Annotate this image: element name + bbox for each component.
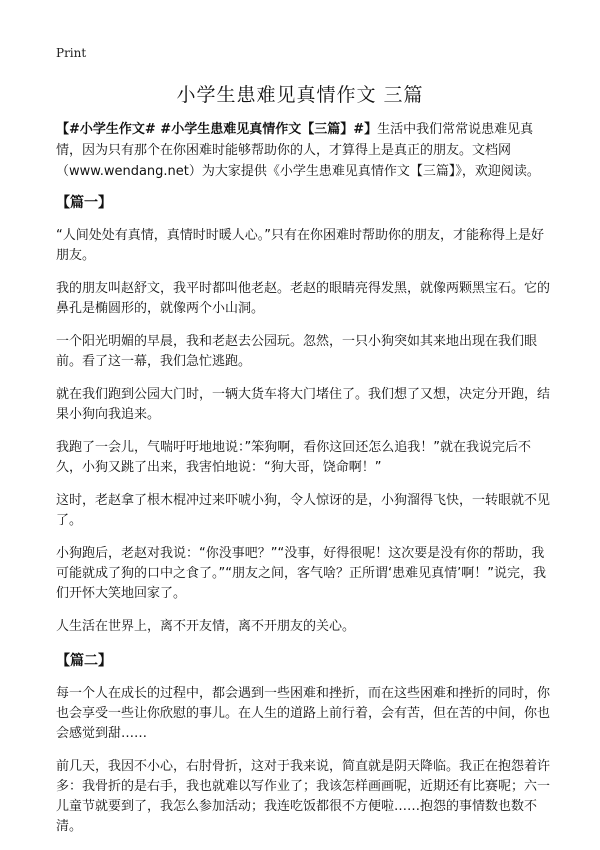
article-body: [56, 119, 556, 850]
paragraph: 就在我们跑到公园大门时，一辆大货车将大门堵住了。我们想了又想，决定分开跑，结果小狗向我追来。: [56, 387, 551, 422]
paragraph: 我的朋友叫赵舒文，我平时都叫他老赵。老赵的眼睛亮得发黑，就像两颗黑宝石。它的鼻孔是椭圆形的，就像两个小山洞。: [56, 281, 551, 316]
paragraph: 我跑了一会儿，气喘吁吁地地说：”笨狗啊，看你这回还怎么追我！”就在我说完后不久，小狗又跳了出来，我害怕地说：“狗大哥，饶命啊！”: [56, 440, 531, 475]
page-title: 小学生患难见真情作文 三篇: [176, 84, 424, 106]
intro-tag: 【#小学生作文# #小学生患难见真情作文【三篇】#】: [56, 122, 378, 137]
paragraph: 一个阳光明媚的早晨，我和老赵去公园玩。忽然，一只小狗突如其来地出现在我们眼前。看了这一幕，我们急忙逃跑。: [56, 334, 538, 369]
intro-text: 生活中我们常常说患难见真情，因为只有那个在你困难时能够帮助你的人，才算得上是真正的朋友。文档网（www.wendang.net）为大家提供《小学生患难见真情作文【三篇】》，欢迎阅读。: [56, 122, 540, 179]
section-heading-2: 【篇二】: [56, 653, 112, 669]
paragraph: 小狗跑后，老赵对我说：“你没事吧？”“没事，好得很呢！这次要是没有你的帮助，我可能就成了狗的口中之食了。”“朋友之间，客气啥？正所谓‘患难见真情’啊！”说完，我们开怀大笑地回家了。: [56, 546, 546, 601]
paragraph: 人生活在世界上，离不开友情，离不开朋友的关心。: [56, 619, 356, 634]
paragraph: “人间处处有真情，真情时时暖人心。”只有在你困难时帮助你的朋友，才能称得上是好朋友。: [56, 228, 544, 263]
print-link[interactable]: Print: [56, 46, 87, 60]
paragraph: 前几天，我因不小心，右肘骨折，这对于我来说，简直就是阴天降临。我正在抱怨着许多：我骨折的是右手，我也就难以写作业了；我该怎样画画呢，近期还有比赛呢；六一儿童节就要到了，我怎么参加活动；我连吃饭都很不方便啦……抱怨的事情数也数不清。: [56, 759, 551, 834]
paragraph: 每一个人在成长的过程中，都会遇到一些困难和挫折，而在这些困难和挫折的同时，你也会享受一些让你欣慰的事儿。在人生的道路上前行着，会有苦，但在苦的中间，你也会感觉到甜……: [56, 686, 551, 741]
intro-paragraph: [56, 119, 556, 182]
section-heading-1: 【篇一】: [56, 195, 112, 211]
paragraph: 这时，老赵拿了根木棍冲过来吓唬小狗，令人惊讶的是，小狗溜得飞快，一转眼就不见了。: [56, 493, 551, 528]
